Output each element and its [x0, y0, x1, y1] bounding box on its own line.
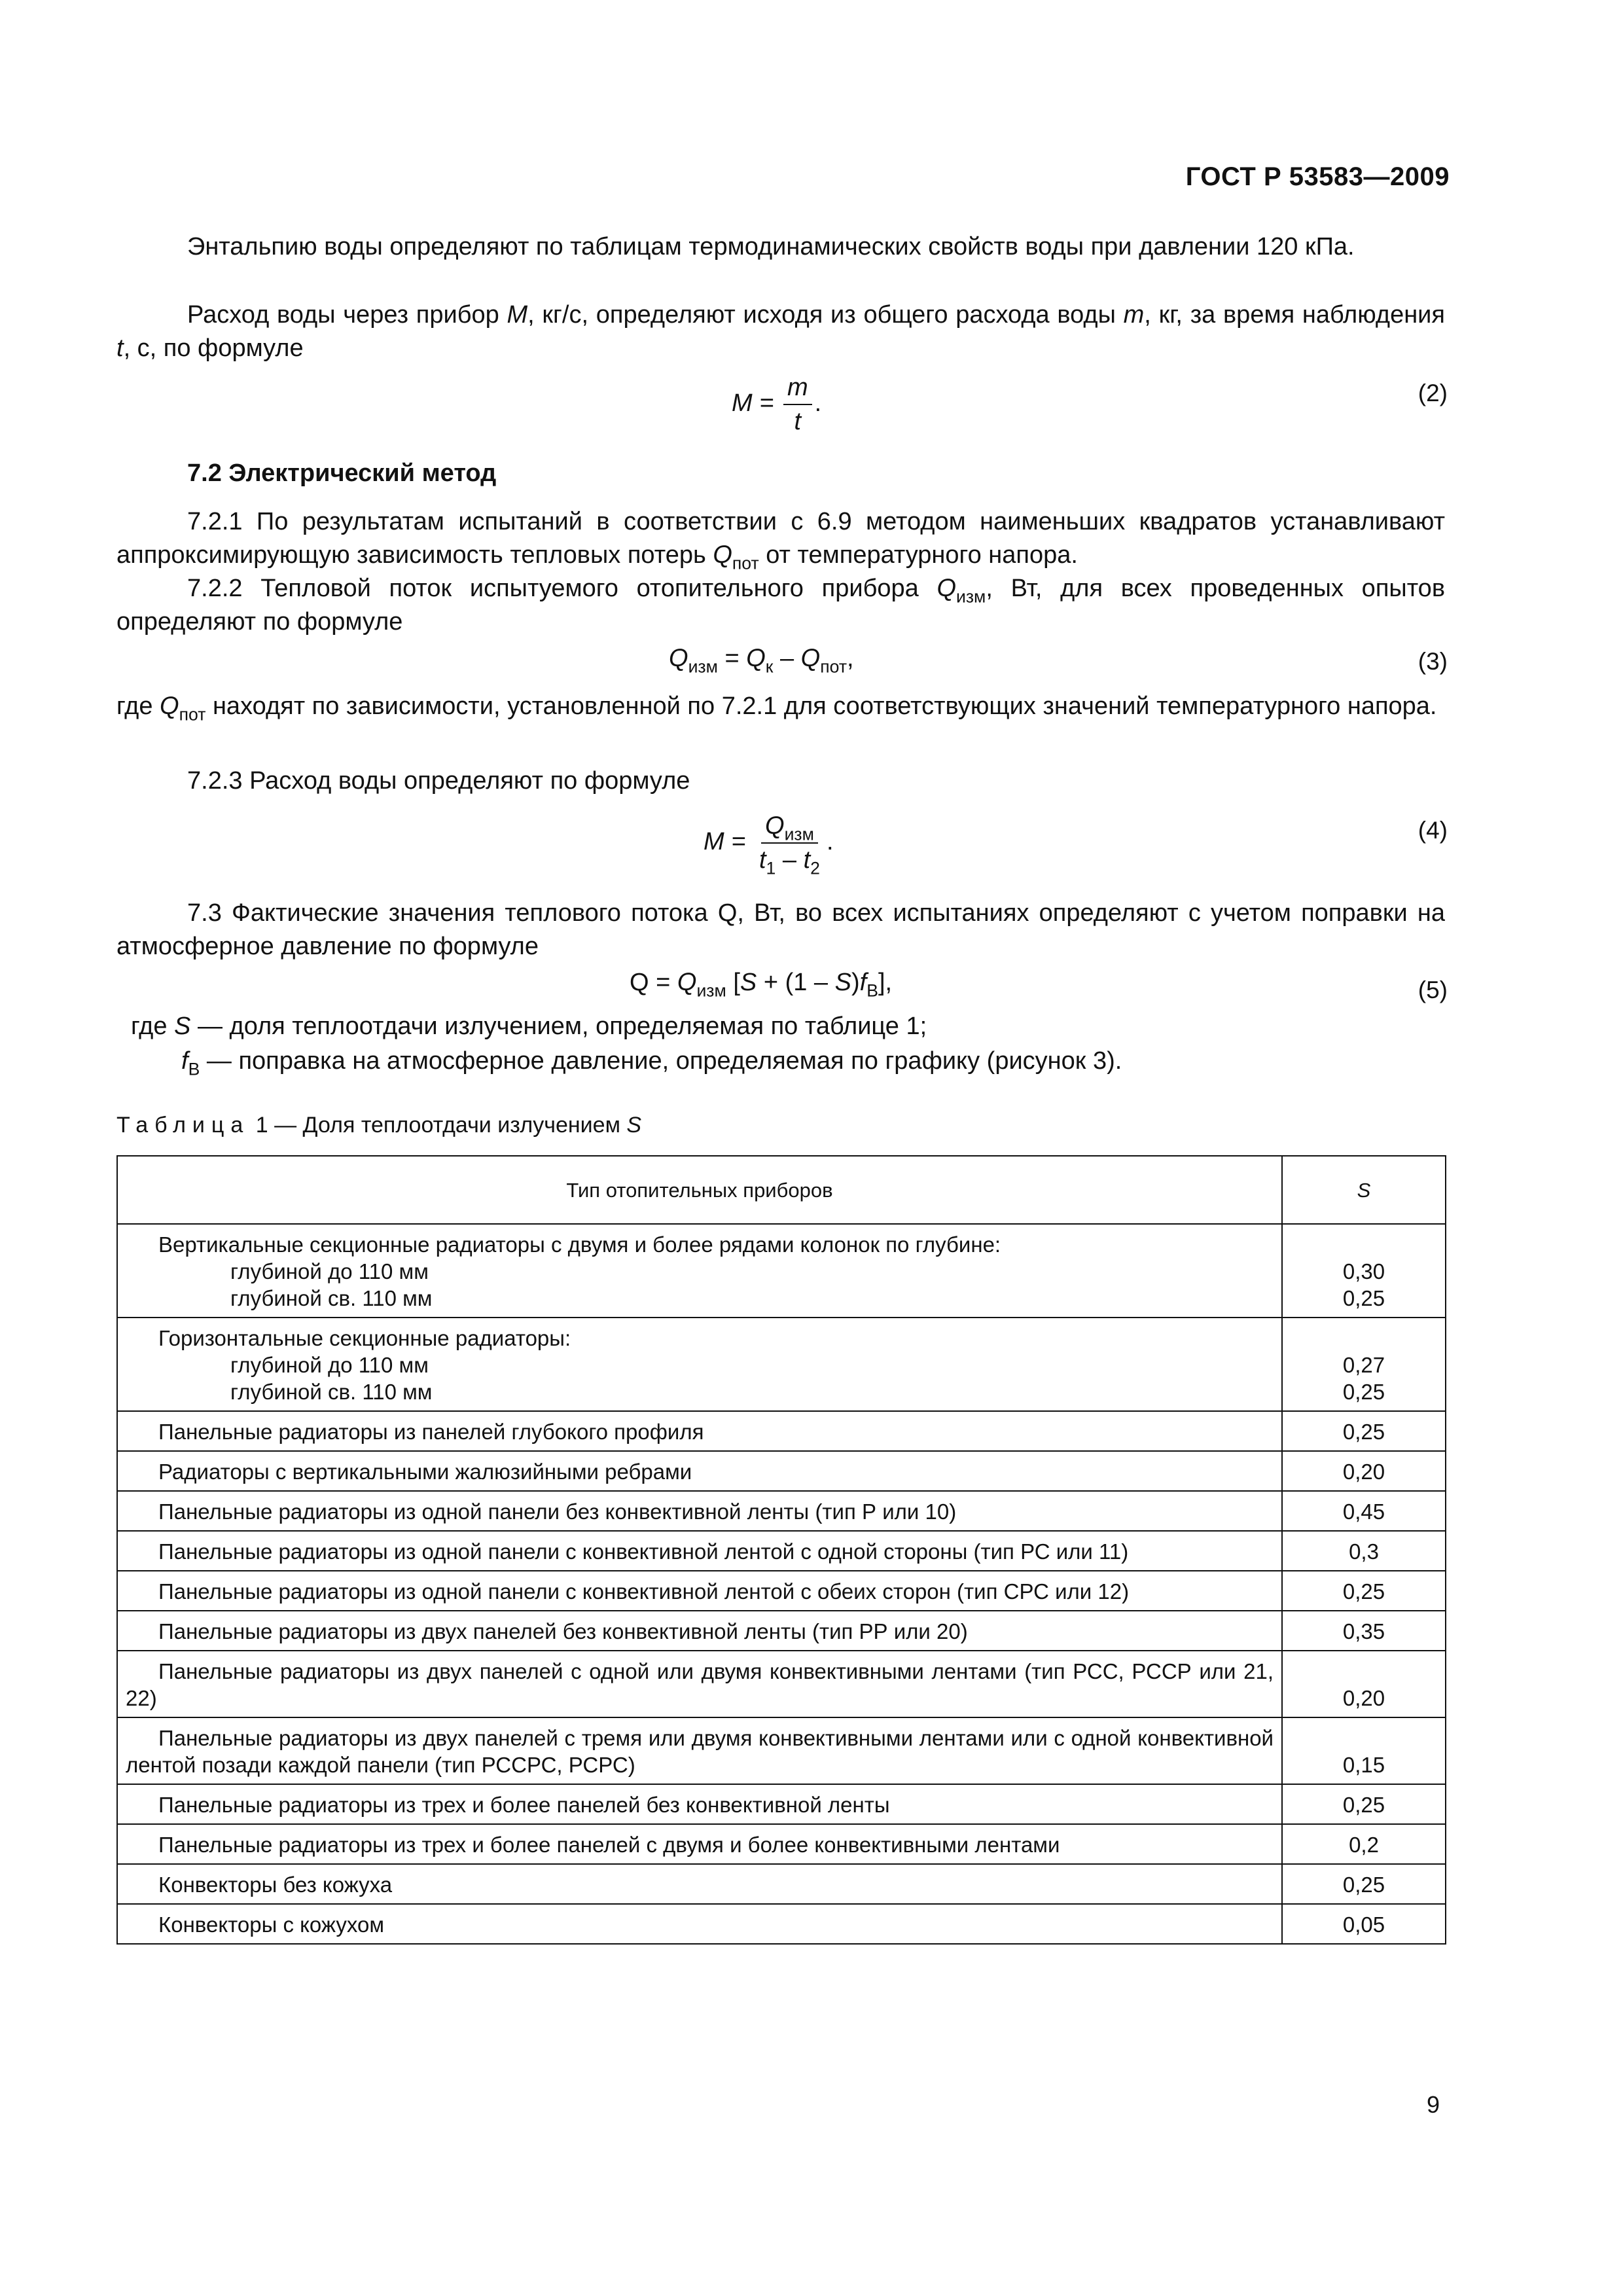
table-cell-type: [117, 1491, 1282, 1531]
symbol-Q: Q: [746, 645, 766, 672]
text: Q =: [630, 969, 677, 996]
table-cell-value: 0,05: [1282, 1904, 1446, 1944]
table-cell-value: [1282, 1224, 1446, 1318]
table-row: [117, 1904, 1446, 1944]
table-row: [117, 1651, 1446, 1717]
table-cell-type: [117, 1784, 1282, 1824]
text: доля теплоотдачи излучением, определяемая по таблице 1;: [229, 1013, 927, 1040]
paragraph-enthalpy: Энтальпию воды определяют по таблицам термодинамических свойств воды при давлении 120 кПа.: [187, 233, 1355, 260]
paragraph-where-3: [116, 690, 1445, 723]
text: + (1 –: [757, 969, 835, 996]
symbol-Q: Q: [800, 645, 821, 672]
symbol-S: S: [740, 969, 757, 996]
text: —: [190, 1013, 230, 1040]
symbol-Q: Q: [765, 812, 785, 840]
operator: =: [717, 645, 747, 672]
text: где: [131, 1013, 175, 1040]
subscript: пот: [732, 553, 759, 573]
table-row: [117, 1824, 1446, 1864]
symbol-f: f: [859, 969, 867, 996]
table-row: [117, 1571, 1446, 1611]
group-subitem: глубиной до 110 мм: [230, 1353, 429, 1377]
fraction-numerator: m: [783, 373, 812, 405]
table-cell-type: [117, 1611, 1282, 1651]
symbol-t: t: [116, 334, 124, 362]
operator: –: [773, 645, 801, 672]
table-cell-value: 0,2: [1282, 1824, 1446, 1864]
table-row: [117, 1717, 1446, 1784]
paragraph-7-2-3: 7.2.3 Расход воды определяют по формуле: [187, 767, 690, 795]
table-header-row: [117, 1156, 1446, 1224]
table-cell-value: [1282, 1318, 1446, 1411]
table-cell-type: [117, 1531, 1282, 1571]
table-row: [117, 1784, 1446, 1824]
table-cell-value: 0,3: [1282, 1531, 1446, 1571]
subscript: изм: [784, 824, 814, 844]
table-row: [117, 1224, 1446, 1318]
equation-number-5: (5): [1418, 977, 1448, 1003]
formula-3: [669, 645, 854, 677]
symbol-Q: Q: [669, 645, 688, 672]
symbol-S: S: [834, 969, 851, 996]
table-row: [117, 1531, 1446, 1571]
eq-tail: .: [814, 389, 822, 418]
symbol-m: m: [1123, 301, 1145, 329]
row-label: Панельные радиаторы из одной панели с конвективной лентой с обеих сторон (тип СРС или 12): [158, 1579, 1130, 1604]
row-label: Панельные радиаторы из трех и более панелей без конвективной ленты: [158, 1793, 890, 1817]
group-title: Вертикальные секционные радиаторы с двумя и более рядами колонок по глубине:: [158, 1232, 1001, 1257]
symbol-t: t: [803, 846, 811, 874]
text: где: [116, 692, 160, 720]
equation-number-4: (4): [1418, 817, 1448, 844]
radiation-share-table: [116, 1155, 1446, 1945]
symbol-t: t: [758, 846, 766, 874]
caption-word: Таблица: [116, 1113, 250, 1138]
table-cell-type: [117, 1651, 1282, 1717]
group-subitem: глубиной св. 110 мм: [230, 1380, 433, 1404]
caption-text: 1 — Доля теплоотдачи излучением: [249, 1113, 627, 1138]
text: , кг/с, определяют исходя из общего расхода воды: [527, 301, 1124, 329]
table-caption: [116, 1113, 641, 1138]
subscript: пот: [820, 656, 847, 677]
table-cell-type: [117, 1864, 1282, 1904]
value: 0,27: [1342, 1353, 1385, 1377]
text: ): [851, 969, 860, 996]
text: [: [726, 969, 740, 996]
row-label: Панельные радиаторы из одной панели без конвективной ленты (тип Р или 10): [158, 1499, 957, 1524]
where-S: [131, 1013, 927, 1041]
formula-4: [704, 812, 834, 878]
group-subitem: глубиной до 110 мм: [230, 1259, 429, 1283]
eq-lhs: M =: [704, 828, 746, 856]
group-title: Горизонтальные секционные радиаторы:: [158, 1326, 571, 1350]
paragraph-water-flow: [116, 298, 1445, 365]
fraction: [755, 812, 824, 878]
subscript: 1: [766, 858, 776, 878]
text: 7.2.2 Тепловой поток испытуемого отопительного прибора: [187, 575, 937, 602]
table-cell-type: [117, 1451, 1282, 1491]
formula-5: [630, 969, 893, 1001]
standard-header: ГОСТ Р 53583—2009: [1185, 162, 1450, 191]
text: поправка на атмосферное давление, определяемая по графику (рисунок 3).: [238, 1047, 1122, 1075]
text: , Вт, для всех проведенных опытов определяют по формуле: [116, 575, 1446, 636]
section-heading-7-2: 7.2 Электрический метод: [187, 459, 497, 487]
table-row: [117, 1491, 1446, 1531]
table-cell-type: [117, 1571, 1282, 1611]
fraction: [783, 373, 812, 436]
row-label: Панельные радиаторы из двух панелей с одной или двумя конвективными лентами (тип РСС, РССР или 21, 22): [126, 1659, 1274, 1710]
table-row: [117, 1451, 1446, 1491]
row-label: Панельные радиаторы из одной панели с конвективной лентой с одной стороны (тип РС или 11): [158, 1539, 1129, 1564]
row-label: Панельные радиаторы из двух панелей без конвективной ленты (тип РР или 20): [158, 1619, 968, 1643]
text: от температурного напора.: [758, 541, 1078, 569]
fraction-numerator: [761, 812, 818, 844]
subscript: изм: [696, 980, 726, 1001]
eq-lhs: M =: [732, 389, 774, 418]
text: —: [200, 1047, 239, 1075]
table-cell-value: 0,45: [1282, 1491, 1446, 1531]
symbol-S: S: [174, 1013, 191, 1040]
text: находят по зависимости, установленной по 7.2.1 для соответствующих значений температурного напора.: [205, 692, 1437, 720]
table-row: [117, 1411, 1446, 1451]
text: ],: [878, 969, 893, 996]
group-subitem: глубиной св. 110 мм: [230, 1286, 433, 1310]
text: 7.2.1 По результатам испытаний в соответствии с 6.9 методом наименьших квадратов устанавливают аппроксимирующую зависимость тепловых потерь: [116, 508, 1445, 569]
text: , с, по формуле: [123, 334, 304, 362]
paragraph-7-2-1: [116, 505, 1445, 572]
header-device-type: Тип отопительных приборов: [117, 1156, 1282, 1224]
symbol-M: M: [507, 301, 528, 329]
table-cell-value: 0,25: [1282, 1571, 1446, 1611]
table-cell-value: 0,25: [1282, 1864, 1446, 1904]
table-row: [117, 1864, 1446, 1904]
symbol-Q: Q: [677, 969, 697, 996]
table-cell-value: 0,20: [1282, 1451, 1446, 1491]
formula-2: [732, 373, 821, 436]
table-cell-value: 0,25: [1282, 1411, 1446, 1451]
operator: –: [776, 846, 804, 874]
header-S: S: [1282, 1156, 1446, 1224]
where-fB: [181, 1047, 1122, 1079]
table-cell-value: 0,35: [1282, 1611, 1446, 1651]
symbol-f: f: [181, 1047, 188, 1075]
subscript: В: [188, 1059, 200, 1079]
symbol-Q: Q: [713, 541, 732, 569]
subscript: пот: [179, 704, 206, 725]
value: 0,25: [1342, 1286, 1385, 1310]
row-label: Панельные радиаторы из панелей глубокого профиля: [158, 1420, 704, 1444]
text: Расход воды через прибор: [187, 301, 507, 329]
text: , кг, за время наблюдения: [1144, 301, 1445, 329]
row-label: Конвекторы без кожуха: [158, 1873, 393, 1897]
page-number: 9: [1426, 2091, 1440, 2118]
table-cell-type: [117, 1318, 1282, 1411]
eq-tail: .: [826, 828, 834, 856]
row-label: Панельные радиаторы из трех и более панелей с двумя и более конвективными лентами: [158, 1833, 1060, 1857]
symbol-Q: Q: [160, 692, 179, 720]
symbol-Q: Q: [936, 575, 956, 602]
subscript: изм: [956, 586, 986, 607]
subscript: к: [765, 656, 774, 677]
table-cell-type: [117, 1224, 1282, 1318]
punctuation: ,: [847, 645, 854, 672]
table-cell-value: 0,15: [1282, 1717, 1446, 1784]
paragraph-7-2-2: [116, 572, 1445, 639]
symbol-S: S: [626, 1113, 642, 1138]
table-cell-type: [117, 1717, 1282, 1784]
value: 0,25: [1342, 1380, 1385, 1404]
fraction-denominator: [755, 844, 824, 878]
fraction-denominator: t: [794, 408, 802, 435]
row-label: Радиаторы с вертикальными жалюзийными ребрами: [158, 1460, 692, 1484]
table-cell-type: [117, 1824, 1282, 1864]
table-row: [117, 1318, 1446, 1411]
table-cell-value: 0,25: [1282, 1784, 1446, 1824]
equation-number-3: (3): [1418, 648, 1448, 675]
row-label: Панельные радиаторы из двух панелей с тремя или двумя конвективными лентами или с одной конвективной лентой позади каждой панели (тип РССРС, РСРС): [126, 1726, 1274, 1777]
row-label: Конвекторы с кожухом: [158, 1912, 385, 1937]
paragraph-7-3: 7.3 Фактические значения теплового потока Q, Вт, во всех испытаниях определяют с учетом поправки на атмосферное давление по формуле: [116, 899, 1445, 960]
table-cell-type: [117, 1411, 1282, 1451]
value: 0,30: [1342, 1259, 1385, 1283]
table-row: [117, 1611, 1446, 1651]
subscript: 2: [810, 858, 820, 878]
subscript: изм: [688, 656, 718, 677]
equation-number-2: (2): [1418, 380, 1448, 406]
table-cell-type: [117, 1904, 1282, 1944]
subscript: В: [866, 980, 878, 1001]
table-cell-value: 0,20: [1282, 1651, 1446, 1717]
